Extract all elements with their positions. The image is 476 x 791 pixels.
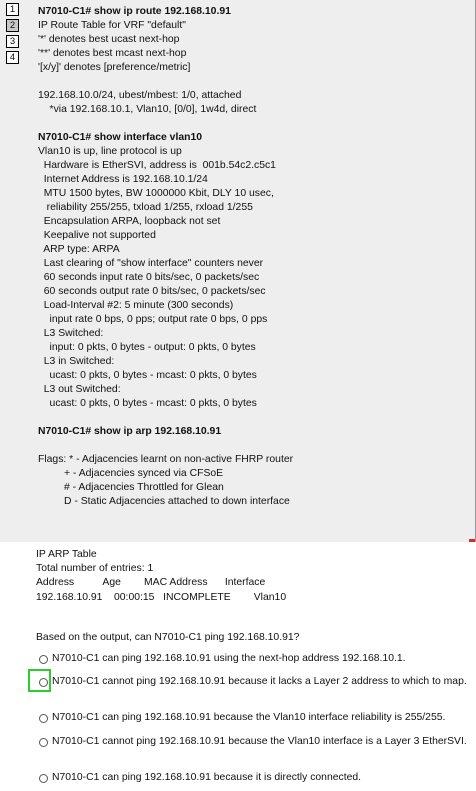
arp-flags-line: D - Static Adjacencies attached to down interface (38, 496, 290, 507)
answer-option-label: N7010-C1 cannot ping 192.168.10.91 because the Vlan10 interface is a Layer 3 EtherSVI. (52, 736, 467, 747)
interface-output-line: ucast: 0 pkts, 0 bytes - mcast: 0 pkts, 0 bytes (38, 398, 257, 409)
answer-option-1[interactable] (36, 652, 406, 666)
interface-output-line: Encapsulation ARPA, loopback not set (38, 216, 221, 227)
route-output-line (38, 75, 467, 89)
route-output-line: *via 192.168.10.1, Vlan10, [0/0], 1w4d, direct (38, 104, 257, 115)
interface-output-line: Last clearing of "show interface" counters never (38, 258, 264, 269)
answer-option-label: N7010-C1 can ping 192.168.10.91 because it is directly connected. (52, 772, 362, 783)
interface-output-line: reliability 255/255, txload 1/255, rxload 1/255 (38, 202, 253, 213)
interface-output-line: ARP type: ARPA (38, 244, 120, 255)
answer-option-5[interactable] (36, 771, 361, 785)
cli-command: show interface vlan10 (94, 132, 203, 143)
selection-highlight (28, 669, 51, 692)
interface-output-line: ucast: 0 pkts, 0 bytes - mcast: 0 pkts, 0 bytes (38, 370, 257, 381)
interface-output-line: MTU 1500 bytes, BW 1000000 Kbit, DLY 10 usec, (38, 188, 274, 199)
cli-command: show ip route 192.168.10.91 (94, 6, 231, 17)
arp-flags-line: Flags: * - Adjacencies learnt on non-active FHRP router (38, 454, 294, 465)
interface-output-line: Load-Interval #2: 5 minute (300 seconds) (38, 300, 234, 311)
exhibit-tab-3[interactable]: 3 (6, 35, 19, 48)
interface-output-line (38, 411, 467, 425)
answer-option-label: N7010-C1 can ping 192.168.10.91 using the next-hop address 192.168.10.1. (52, 653, 406, 664)
radio-button[interactable] (39, 655, 48, 664)
interface-output-line: Internet Address is 192.168.10.1/24 (38, 174, 208, 185)
cli-prompt: N7010-C1# (38, 132, 95, 143)
interface-output-line: 60 seconds output rate 0 bits/sec, 0 packets/sec (38, 286, 266, 297)
interface-command-line (38, 131, 467, 145)
question-text: Based on the output, can N7010-C1 ping 192.168.10.91? (36, 632, 300, 643)
interface-output-line: input rate 0 bps, 0 pps; output rate 0 bps, 0 pps (38, 314, 268, 325)
route-output-line: '*' denotes best ucast next-hop (38, 34, 180, 45)
arp-table (36, 548, 286, 605)
radio-button[interactable] (39, 714, 48, 723)
terminal-output (38, 5, 467, 509)
exhibit-tab-1[interactable]: 1 (6, 3, 19, 16)
answer-option-3[interactable] (36, 711, 445, 725)
arp-table-count: Total number of entries: 1 (36, 563, 154, 575)
route-output-line: 192.168.10.0/24, ubest/mbest: 1/0, attached (38, 90, 242, 101)
arp-flags-line: + - Adjacencies synced via CFSoE (38, 468, 224, 479)
cli-command: show ip arp 192.168.10.91 (94, 426, 222, 437)
interface-output-line: input: 0 pkts, 0 bytes - output: 0 pkts, 0 bytes (38, 342, 256, 353)
arp-command-line (38, 425, 467, 439)
interface-output-line: L3 Switched: (38, 328, 104, 339)
exhibit-tab-2[interactable]: 2 (6, 19, 19, 32)
cli-prompt: N7010-C1# (38, 426, 95, 437)
arp-table-row: 192.168.10.91 00:00:15 INCOMPLETE Vlan10 (36, 591, 287, 603)
interface-output-line: Keepalive not supported (38, 230, 156, 241)
arp-flags-line: # - Adjacencies Throttled for Glean (38, 482, 224, 493)
interface-output-line: L3 out Switched: (38, 384, 121, 395)
route-output-line: '**' denotes best mcast next-hop (38, 48, 187, 59)
interface-output-line: Vlan10 is up, line protocol is up (38, 146, 182, 157)
route-output-line (38, 117, 467, 131)
route-command-line (38, 5, 467, 19)
answer-option-2[interactable] (36, 675, 467, 689)
edge-marker (469, 539, 475, 542)
interface-output-line: Hardware is EtherSVI, address is 001b.54c2.c5c1 (38, 160, 276, 171)
cli-prompt: N7010-C1# (38, 6, 95, 17)
question-area (0, 548, 476, 791)
answer-option-4[interactable] (36, 735, 467, 749)
interface-output-line: L3 in Switched: (38, 356, 115, 367)
answer-option-label: N7010-C1 can ping 192.168.10.91 because the Vlan10 interface reliability is 255/255. (52, 712, 446, 723)
exhibit-tab-4[interactable]: 4 (6, 51, 19, 64)
radio-button[interactable] (39, 738, 48, 747)
route-output-line: IP Route Table for VRF "default" (38, 20, 186, 31)
answer-option-label: N7010-C1 cannot ping 192.168.10.91 because it lacks a Layer 2 address to which to map. (52, 676, 467, 687)
arp-table-title: IP ARP Table (36, 549, 97, 560)
interface-output-line: 60 seconds input rate 0 bits/sec, 0 packets/sec (38, 272, 260, 283)
exhibit-nav (6, 3, 19, 67)
route-output-line: '[x/y]' denotes [preference/metric] (38, 62, 191, 73)
arp-table-header: Address Age MAC Address Interface (36, 577, 266, 589)
arp-flags-line (38, 439, 467, 453)
radio-button[interactable] (39, 774, 48, 783)
